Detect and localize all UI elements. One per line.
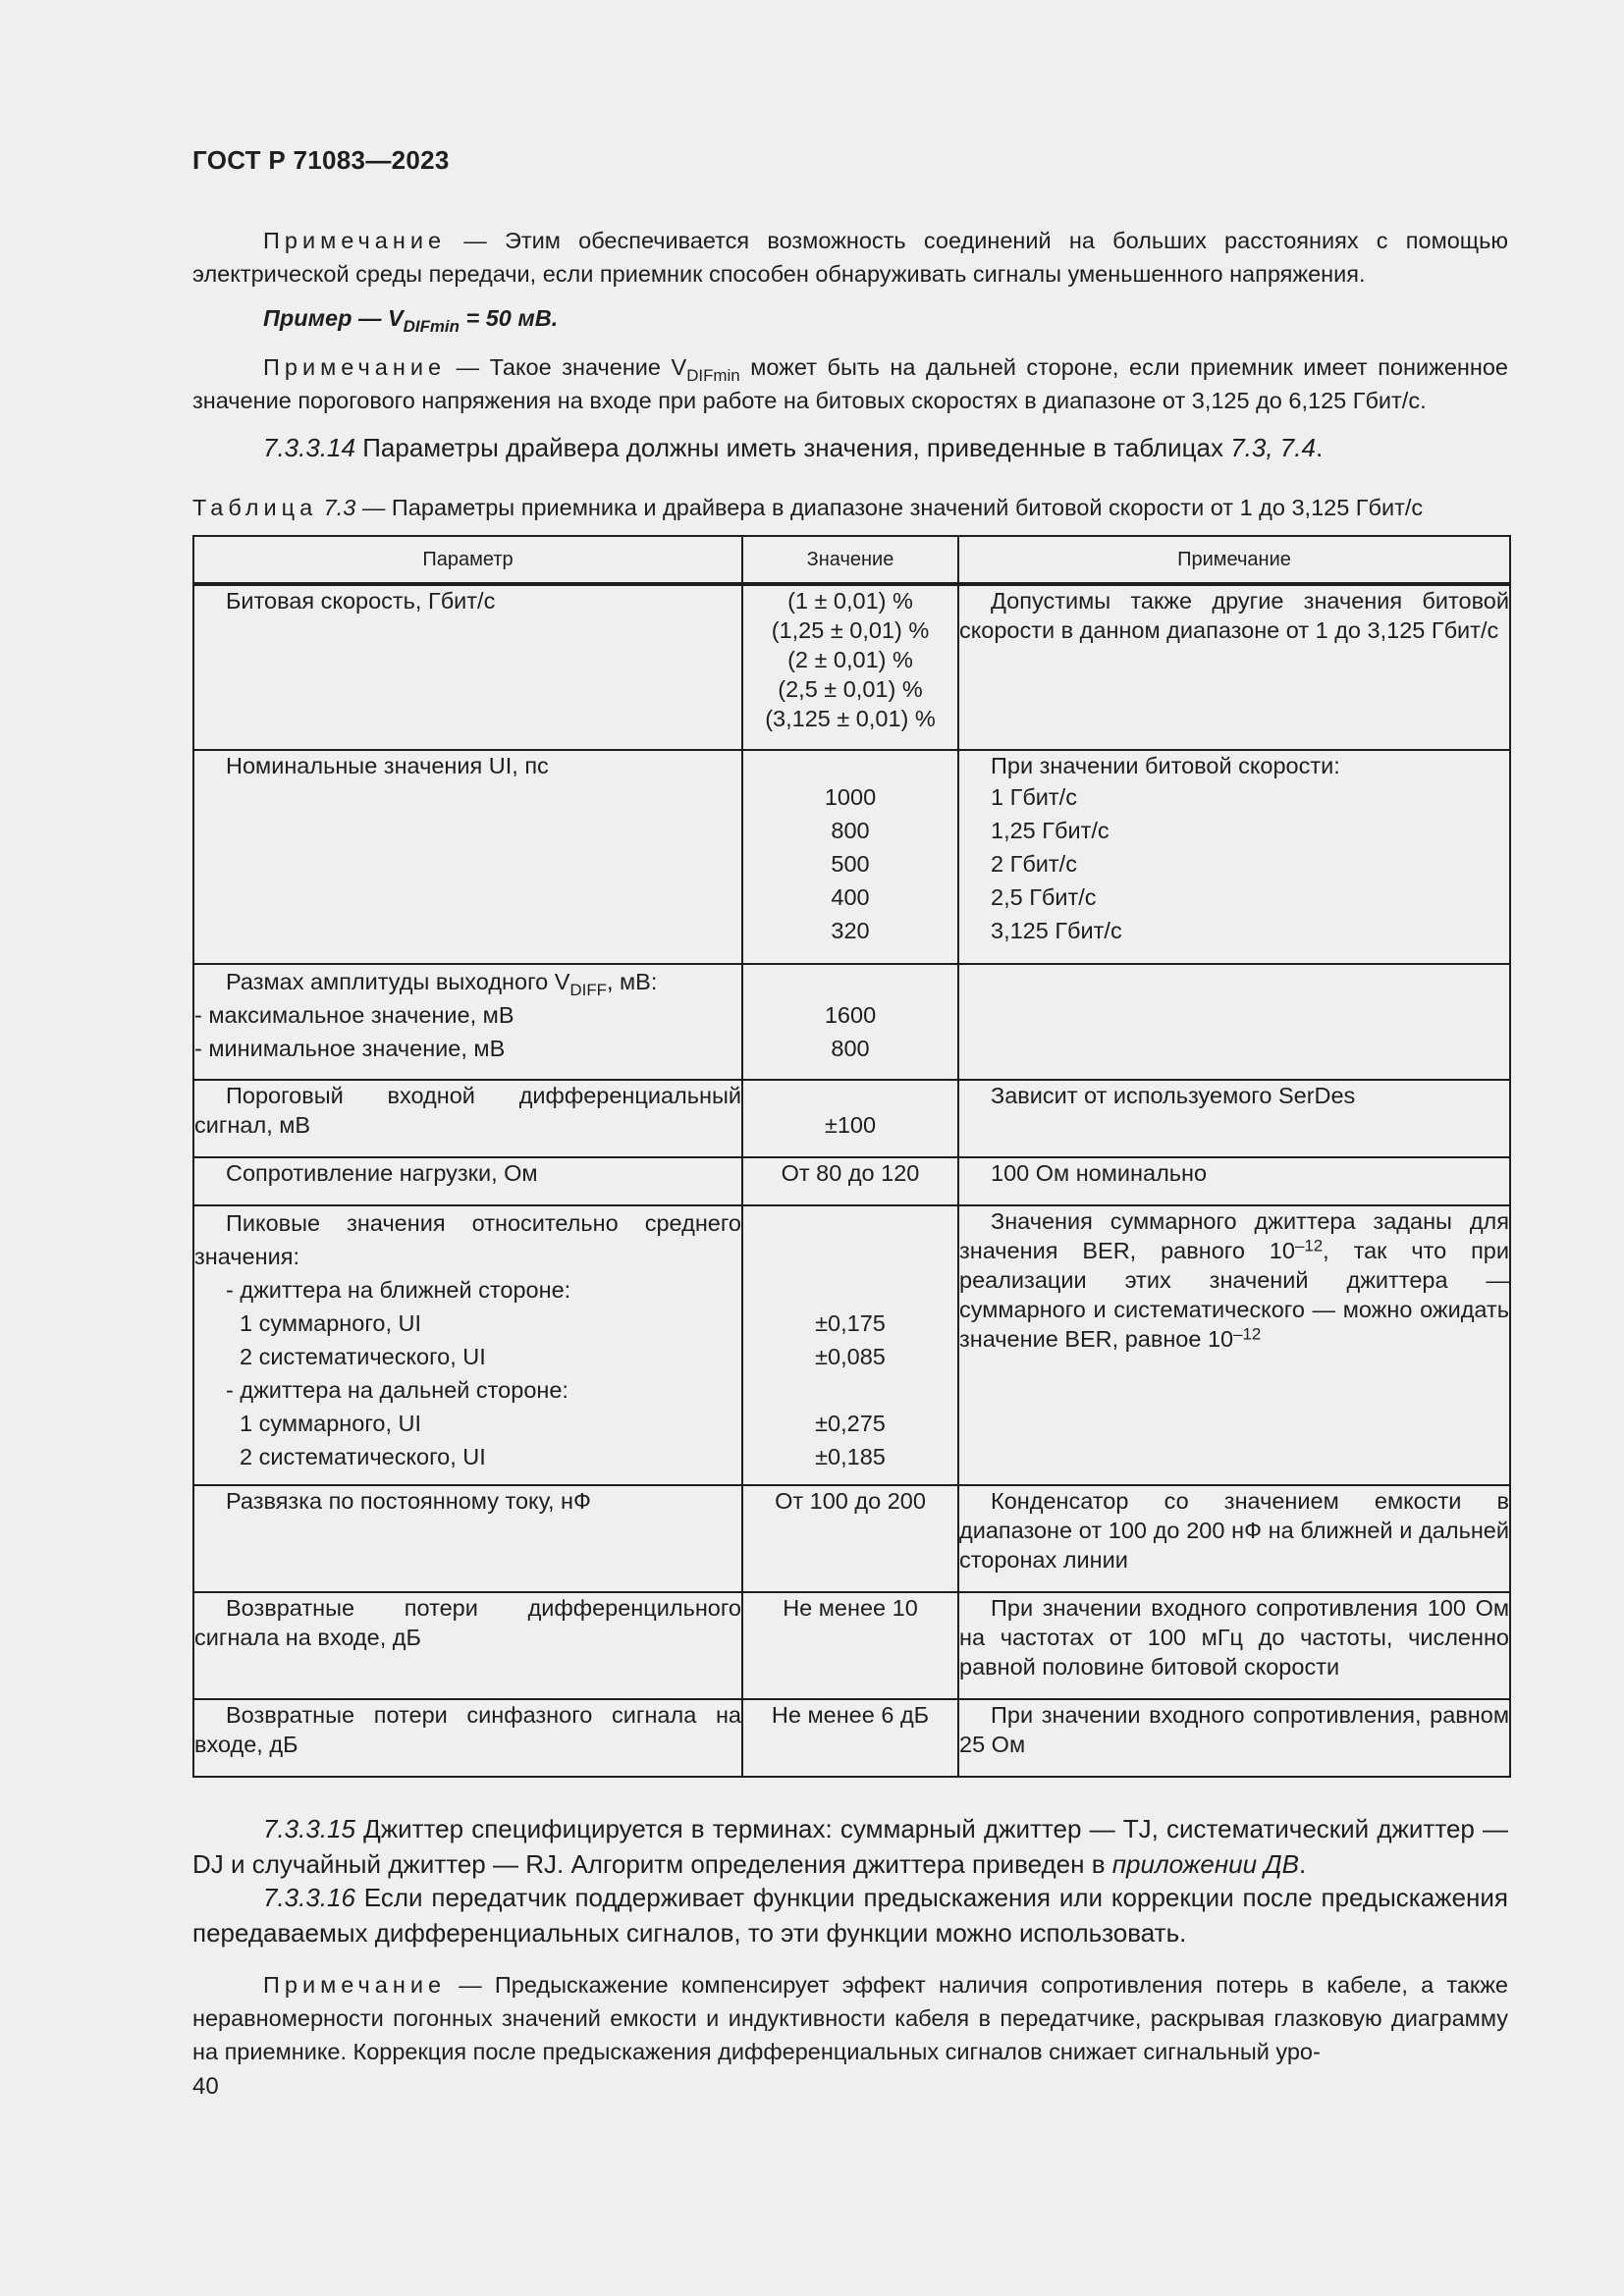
value-cell xyxy=(742,1157,958,1205)
example-paragraph xyxy=(192,301,1508,335)
clause-number: 7.3.3.15 xyxy=(263,1814,355,1843)
clause-text: Если передатчик поддерживает функции предыскажения или коррекции после предыскажения передаваемых дифференциальных сигналов, то эти функции можно использовать. xyxy=(192,1883,1508,1948)
note-label: Примечание xyxy=(263,354,447,380)
param-item: - джиттера на ближней стороне: xyxy=(226,1277,571,1303)
value-line: 1600 xyxy=(824,1002,877,1028)
param-subscript: DIFF xyxy=(569,980,607,999)
table-caption xyxy=(192,491,1508,524)
note-cell xyxy=(958,1080,1510,1157)
param-text: Возвратные потери дифференцильного сигнала на входе, дБ xyxy=(194,1595,741,1650)
clause-text-b: . xyxy=(1315,433,1324,462)
table-row xyxy=(193,964,1510,1080)
example-subscript: DIFmin xyxy=(403,316,460,336)
param-item: - максимальное значение, мВ xyxy=(194,1002,514,1028)
param-cell xyxy=(193,1485,742,1592)
param-text: Битовая скорость, Гбит/с xyxy=(226,588,496,614)
value-line: ±100 xyxy=(824,1112,877,1138)
note-text: Допустимы также другие значения битовой скорости в данном диапазоне от 1 до 3,125 Гбит/с xyxy=(959,588,1509,643)
table-row xyxy=(193,1592,1510,1699)
value-line: (3,125 ± 0,01) % xyxy=(765,706,936,731)
param-subitem: 1 суммарного, UI xyxy=(240,1310,422,1336)
column-header-value: Значение xyxy=(742,536,958,584)
note-text: — Предыскажение компенсирует эффект наличия сопротивления потерь в кабеле, а также неравномерности погонных значений емкости и индуктивности кабеля в передатчике, раскрывая глазковую диаграмму на приемнике. Коррекция после предыскажения дифференциальных сигналов снижает сигнальный уро- xyxy=(192,1972,1508,2064)
note-cell xyxy=(958,584,1510,750)
param-cell xyxy=(193,1592,742,1699)
note-cell xyxy=(958,1205,1510,1485)
value-line: Не менее 10 xyxy=(783,1595,918,1621)
value-line: 500 xyxy=(831,851,870,877)
param-text: Номинальные значения UI, пс xyxy=(226,753,549,778)
param-text: Пиковые значения относительно среднего значения: xyxy=(194,1210,741,1269)
table-caption-label: Таблица xyxy=(192,495,318,520)
note-text: Зависит от используемого SerDes xyxy=(991,1083,1356,1108)
value-cell xyxy=(742,584,958,750)
value-cell xyxy=(742,1592,958,1699)
note-line: 1,25 Гбит/с xyxy=(991,818,1110,843)
value-line: (2,5 ± 0,01) % xyxy=(778,676,923,702)
value-line: ±0,175 xyxy=(815,1310,886,1336)
clause-text-a: Джиттер специфицируется в терминах: суммарный джиттер — TJ, систематический джиттер — DJ и случайный джиттер — RJ. Алгоритм определения джиттера приведен в xyxy=(192,1814,1508,1879)
note-label: Примечание xyxy=(263,1972,447,1998)
clause-7-3-3-16 xyxy=(192,1880,1508,1950)
exponent: –12 xyxy=(1294,1236,1324,1255)
note-text: При значении входного сопротивления, равном 25 Ом xyxy=(959,1702,1509,1757)
value-line: ±0,185 xyxy=(815,1444,886,1469)
table-caption-text: — Параметры приемника и драйвера в диапазоне значений битовой скорости от 1 до 3,125 Гбит/с xyxy=(355,495,1424,520)
param-cell xyxy=(193,1080,742,1157)
table-row xyxy=(193,1080,1510,1157)
value-line: От 80 до 120 xyxy=(781,1160,920,1186)
table-row xyxy=(193,1205,1510,1485)
note-line: 1 Гбит/с xyxy=(991,784,1077,810)
column-header-parameter: Параметр xyxy=(193,536,742,584)
clause-text-b: . xyxy=(1298,1849,1307,1879)
param-cell xyxy=(193,1205,742,1485)
table-row xyxy=(193,1699,1510,1777)
parameters-table xyxy=(192,535,1511,1778)
table-row xyxy=(193,1485,1510,1592)
note-line: 2 Гбит/с xyxy=(991,851,1077,877)
note-text: 100 Ом номинально xyxy=(991,1160,1208,1186)
param-subitem: 1 суммарного, UI xyxy=(240,1411,422,1436)
value-cell xyxy=(742,1485,958,1592)
value-line: 800 xyxy=(831,818,870,843)
note-cell xyxy=(958,1157,1510,1205)
clause-7-3-3-14 xyxy=(192,430,1508,465)
value-line: (1 ± 0,01) % xyxy=(787,588,913,614)
param-text: Возвратные потери синфазного сигнала на входе, дБ xyxy=(194,1702,741,1757)
value-line: От 100 до 200 xyxy=(775,1488,926,1514)
value-line: ±0,085 xyxy=(815,1344,886,1369)
note-paragraph-3 xyxy=(192,1968,1508,2068)
param-text: Развязка по постоянному току, нФ xyxy=(226,1488,591,1514)
annex-reference: приложении ДВ xyxy=(1111,1849,1299,1879)
param-subitem: 2 систематического, UI xyxy=(240,1344,486,1369)
column-header-note: Примечание xyxy=(958,536,1510,584)
note-text: При значении входного сопротивления 100 Ом на частотах от 100 мГц до частоты, численно равной половине битовой скорости xyxy=(959,1595,1509,1680)
note-text: Конденсатор со значением емкости в диапазоне от 100 до 200 нФ на ближней и дальней сторонах линии xyxy=(959,1488,1509,1573)
exponent: –12 xyxy=(1233,1324,1262,1344)
clause-number: 7.3.3.14 xyxy=(263,433,355,462)
value-line: 1000 xyxy=(824,784,877,810)
value-line: Не менее 6 дБ xyxy=(771,1702,930,1728)
value-cell xyxy=(742,750,958,964)
param-text: Пороговый входной дифференциальный сигнал, мВ xyxy=(194,1083,741,1138)
value-cell xyxy=(742,1699,958,1777)
value-line: (2 ± 0,01) % xyxy=(787,647,913,672)
clause-7-3-3-15 xyxy=(192,1811,1508,1882)
value-cell xyxy=(742,1205,958,1485)
table-caption-number: 7.3 xyxy=(317,495,356,520)
param-item: - джиттера на дальней стороне: xyxy=(226,1377,568,1403)
value-line: (1,25 ± 0,01) % xyxy=(771,617,930,643)
value-cell xyxy=(742,1080,958,1157)
note-text: — Этим обеспечивается возможность соединений на больших расстояниях с помощью электрической среды передачи, если приемник способен обнаруживать сигналы уменьшенного напряжения. xyxy=(192,228,1508,287)
note-text: При значении битовой скорости: xyxy=(991,753,1340,778)
note-paragraph-2 xyxy=(192,350,1508,417)
param-cell xyxy=(193,964,742,1080)
note-cell xyxy=(958,1592,1510,1699)
clause-text-a: Параметры драйвера должны иметь значения, приведенные в таблицах xyxy=(354,433,1231,462)
clause-number: 7.3.3.16 xyxy=(263,1883,355,1912)
example-suffix: = 50 мВ. xyxy=(459,305,559,331)
note-label: Примечание xyxy=(263,228,447,253)
document-header: ГОСТ Р 71083—2023 xyxy=(192,145,450,175)
table-row xyxy=(193,584,1510,750)
note-cell xyxy=(958,1699,1510,1777)
note-line: 2,5 Гбит/с xyxy=(991,884,1097,910)
table-header-row xyxy=(193,536,1510,584)
param-cell xyxy=(193,1157,742,1205)
note-line: 3,125 Гбит/с xyxy=(991,918,1122,943)
table-reference: 7.3, 7.4 xyxy=(1230,433,1316,462)
note-text: Значения суммарного джиттера заданы для значения BER, равного $10^{-12}$, так что при реализации этих значений джиттера — суммарного и систематического — можно ожидать значение BER, равное $10^{-12}$ xyxy=(959,1208,1509,1352)
note-cell xyxy=(958,964,1510,1080)
note-cell xyxy=(958,1485,1510,1592)
param-subitem: 2 систематического, UI xyxy=(240,1444,486,1469)
note-text-b: может быть на дальней стороне, если приемник имеет пониженное значение порогового напряжения на входе при работе на битовых скоростях в диапазоне от 3,125 до 6,125 Гбит/с. xyxy=(192,354,1508,413)
table-row xyxy=(193,750,1510,964)
param-text: Размах амплитуды выходного $V_{DIFF}$, мВ: xyxy=(226,969,658,999)
param-cell xyxy=(193,750,742,964)
note-text-a: — Такое значение V xyxy=(446,354,687,380)
param-cell xyxy=(193,1699,742,1777)
param-item: - минимальное значение, мВ xyxy=(194,1036,506,1061)
note-subscript: DIFmin xyxy=(686,365,740,385)
page-number: 40 xyxy=(192,2073,219,2100)
value-cell xyxy=(742,964,958,1080)
value-line: 400 xyxy=(831,884,870,910)
param-text: Сопротивление нагрузки, Ом xyxy=(226,1160,538,1186)
param-cell xyxy=(193,584,742,750)
value-line: 320 xyxy=(831,918,870,943)
value-line: ±0,275 xyxy=(815,1411,886,1436)
note-paragraph-1 xyxy=(192,224,1508,291)
table-row xyxy=(193,1157,1510,1205)
note-cell xyxy=(958,750,1510,964)
example-prefix: Пример — V xyxy=(263,305,404,331)
value-line: 800 xyxy=(831,1036,870,1061)
